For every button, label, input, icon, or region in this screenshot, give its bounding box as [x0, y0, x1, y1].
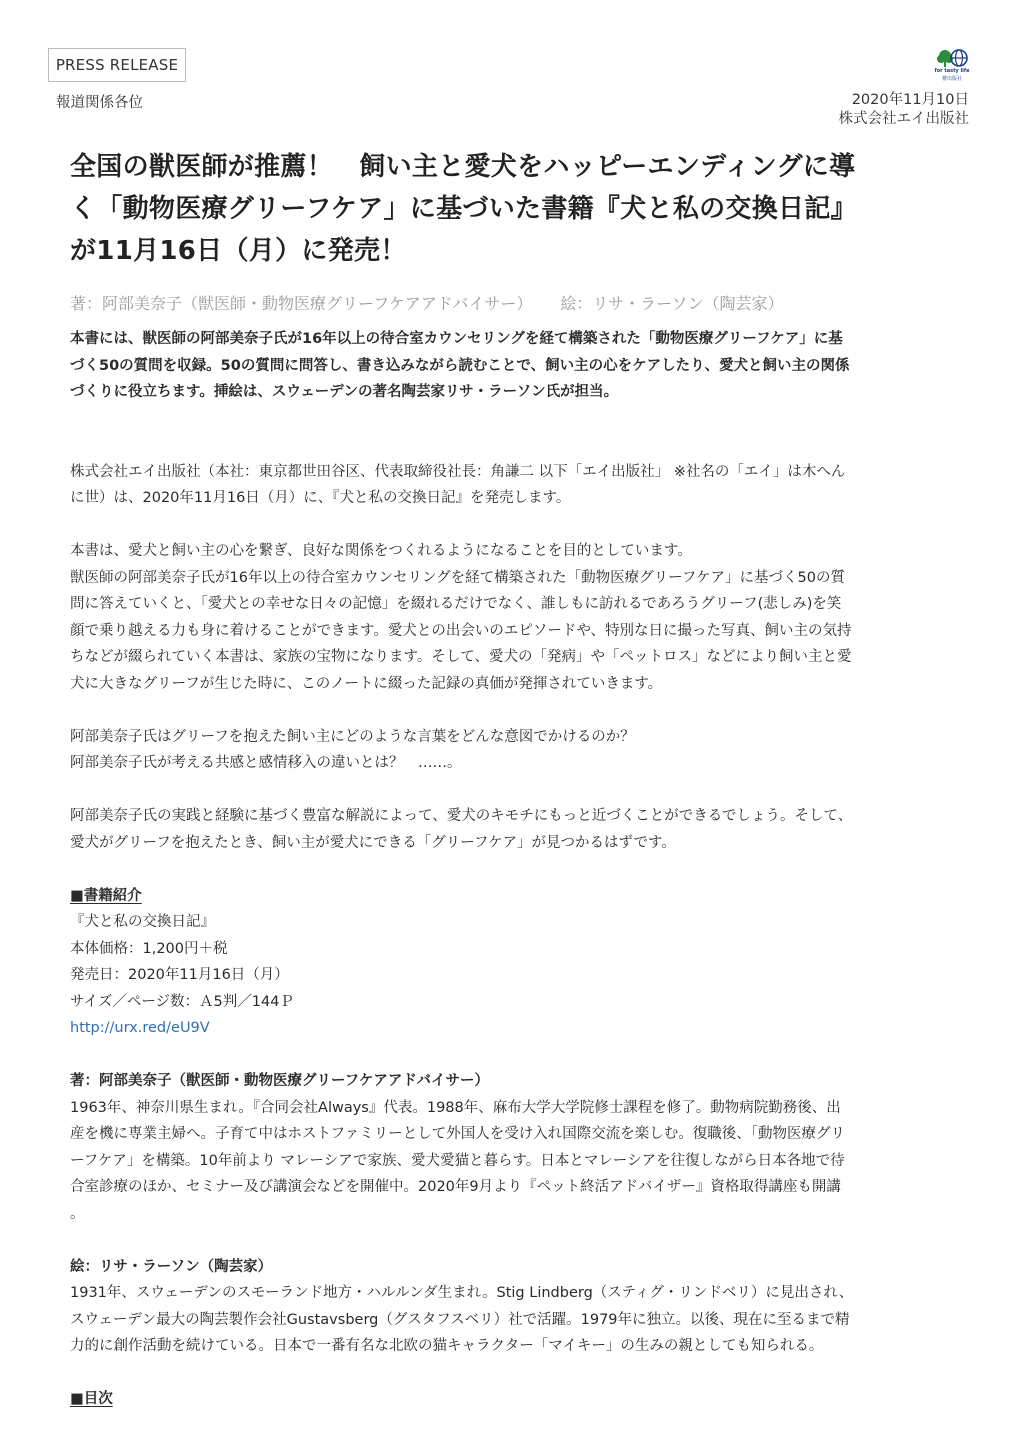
date-block — [839, 91, 970, 129]
press-release-label: PRESS RELEASE — [48, 48, 186, 82]
text-line: 1931年、スウェーデンのスモーランド地方・ハルルンダ生まれ。Stig Lindberg（スティグ・リンドベリ）に見出され、 — [70, 1285, 854, 1301]
text-line: 阿部美奈子氏の実践と経験に基づく豊富な解説によって、愛犬のキモチにもっと近づくことができるでしょう。そして、 — [70, 808, 853, 824]
text-line: 本書は、愛犬と飼い主の心を繋ぎ、良好な関係をつくれるようになることを目的としています。 — [70, 543, 692, 559]
text-line: 本書には、獣医師の阿部美奈子氏が16年以上の待合室カウンセリングを経て構築された「動物医療グリーフケア」に基 — [70, 331, 843, 347]
book-title: 『犬と私の交換日記』 — [70, 914, 215, 930]
text-line: ちなどが綴られていく本書は、家族の宝物になります。そして、愛犬の「発病」や「ペットロス」などにより飼い主と愛 — [70, 649, 852, 665]
text-line: 顔で乗り越える力も身に着けることができます。愛犬との出会いのエピソードや、特別な日に撮った写真、飼い主の気持 — [70, 622, 852, 639]
logo-tagline: for tasty life — [934, 68, 970, 74]
book-section-heading: ■書籍紹介 — [70, 887, 142, 904]
announce-paragraph — [70, 459, 950, 512]
author-bio — [70, 1068, 950, 1227]
book-size: サイズ／ページ数：Ａ5判／144Ｐ — [70, 993, 294, 1010]
headline-line: く「動物医療グリーフケア」に基づいた書籍『犬と私の交換日記』 — [70, 194, 857, 224]
author-bio-heading: 著：阿部美奈子（獣医師・動物医療グリーフケアアドバイサー） — [70, 1073, 490, 1089]
text-line: づく50の質問を収録。50の質問に問答し、書き込みながら読むことで、飼い主の心をケアしたり、愛犬と飼い主の関係 — [70, 357, 850, 374]
book-release-date: 発売日：2020年11月16日（月） — [70, 967, 289, 983]
text-line: 阿部美奈子氏はグリーフを抱えた飼い主にどのような言葉をどんな意図でかけるのか？ — [70, 728, 635, 745]
headline-line: 全国の獣医師が推薦！ 飼い主と愛犬をハッピーエンディングに導 — [70, 152, 856, 182]
body-paragraph — [70, 803, 950, 856]
text-line: スウェーデン最大の陶芸製作会社Gustavsberg（グスタフスベリ）社で活躍。1979年に独立。以後、現在に至るまで精 — [70, 1311, 850, 1328]
text-line: 力的に創作活動を続けている。日本で一番有名な北欧の猫キャラクター「マイキー」の生みの親としても知られる。 — [70, 1338, 824, 1354]
illustrator-bio — [70, 1254, 950, 1360]
headline-line: が11月16日（月）に発売！ — [70, 236, 407, 266]
lead-paragraph — [70, 326, 950, 406]
text-line: 阿部美奈子氏が考える共感と感情移入の違いとは？ ……。 — [70, 755, 462, 771]
company-name: 株式会社エイ出版社 — [838, 111, 969, 127]
body-paragraph — [70, 538, 950, 697]
text-line: づくりに役立ちます。挿絵は、スウェーデンの著名陶芸家リサ・ラーソン氏が担当。 — [70, 384, 619, 400]
publisher-logo — [934, 48, 970, 90]
text-line: ーフケア」を構築。10年前より マレーシアで家族、愛犬愛猫と暮らす。日本とマレーシアを往復しながら日本各地で待 — [70, 1152, 845, 1169]
addressee: 報道関係各位 — [56, 95, 143, 111]
release-date: 2020年11月10日 — [851, 92, 969, 108]
text-line: 。 — [70, 1205, 85, 1222]
text-line: 株式会社エイ出版社（本社：東京都世田谷区、代表取締役社長：角謙二 以下「エイ出版社」 ※社名の「エイ」は木へん — [70, 463, 846, 480]
toc-section — [70, 1386, 950, 1413]
article-body — [70, 326, 950, 1413]
logo-name: 枻出版社 — [941, 76, 962, 82]
book-info — [70, 883, 950, 1042]
book-price: 本体価格：1,200円＋税 — [70, 940, 228, 957]
author-credit: 著：阿部美奈子（獣医師・動物医療グリーフケアアドバイサー） — [70, 294, 533, 313]
headline — [70, 146, 960, 272]
body-paragraph — [70, 724, 950, 777]
text-line: 犬に大きなグリーフが生じた時に、このノートに綴った記録の真価が発揮されていきます。 — [70, 675, 663, 692]
text-line: 合室診療のほか、セミナー及び講演会などを開催中。2020年9月より『ペット終活アドバイザー』資格取得講座も開講 — [70, 1179, 841, 1195]
text-line: 問に答えていくと、「愛犬との幸せな日々の記憶」を綴れるだけでなく、誰しもに訪れるであろうグリーフ(悲しみ)を笑 — [70, 596, 842, 612]
text-line: 産を機に専業主婦へ。子育て中はホストファミリーとして外国人を受け入れ国際交流を楽しむ。復職後、「動物医療グリ — [70, 1126, 846, 1142]
toc-heading: ■目次 — [70, 1391, 113, 1407]
text-line: に世）は、2020年11月16日（月）に、『犬と私の交換日記』を発売します。 — [70, 490, 571, 506]
illustrator-bio-heading: 絵：リサ・ラーソン（陶芸家） — [70, 1258, 273, 1275]
illustrator-credit: 絵：リサ・ラーソン（陶芸家） — [560, 294, 784, 313]
credits-line — [70, 291, 783, 314]
text-line: 愛犬がグリーフを抱えたとき、飼い主が愛犬にできる「グリーフケア」が見つかるはずです。 — [70, 834, 676, 851]
text-line: 獣医師の阿部美奈子氏が16年以上の待合室カウンセリングを経て構築された「動物医療グリーフケア」に基づく50の質 — [70, 569, 845, 586]
tree-globe-icon — [934, 48, 970, 70]
text-line: 1963年、神奈川県生まれ。『合同会社Always』代表。1988年、麻布大学大学院修士課程を修了。動物病院勤務後、出 — [70, 1099, 841, 1116]
book-url-link[interactable]: http://urx.red/eU9V — [70, 1020, 210, 1036]
